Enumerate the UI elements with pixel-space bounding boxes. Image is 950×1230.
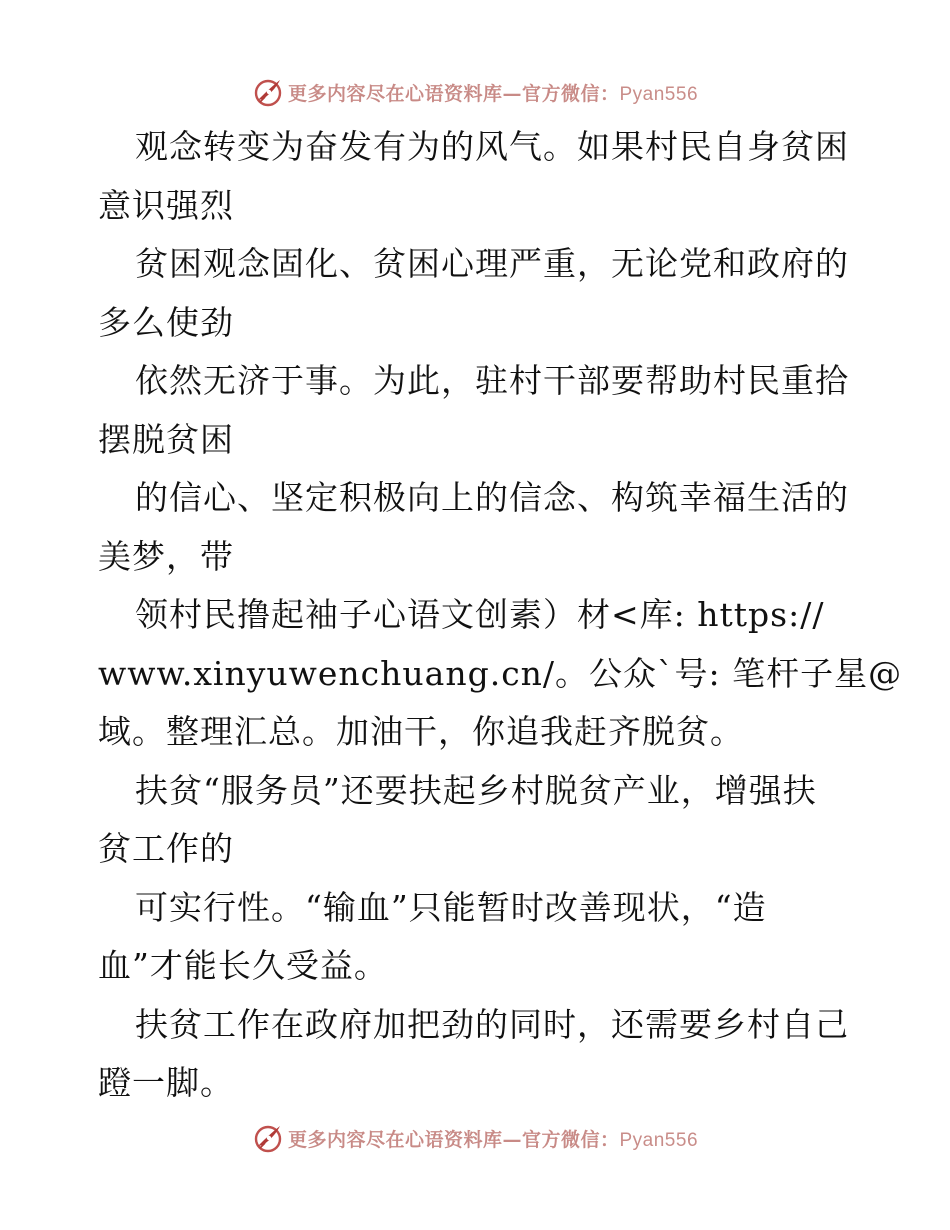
paragraph bbox=[98, 469, 858, 586]
text-line: 扶贫“服务员”还要扶起乡村脱贫产业，增强扶 bbox=[135, 770, 817, 810]
header-text bbox=[288, 79, 698, 106]
paragraph bbox=[98, 352, 858, 469]
text-line: 的信心、坚定积极向上的信念、构筑幸福生活的 bbox=[135, 478, 849, 517]
header-brand: 更多内容尽在心语资料库 bbox=[287, 82, 503, 105]
paragraph bbox=[98, 879, 858, 996]
footer-brand: 更多内容尽在心语资料库 bbox=[287, 1128, 503, 1151]
text-line: 领村民撸起袖子心语文创素）材<库: https:// bbox=[135, 595, 825, 634]
paragraph bbox=[98, 586, 903, 762]
paragraph bbox=[98, 118, 858, 235]
text-line: 美梦，带 bbox=[98, 536, 234, 576]
text-line: 摆脱贫困 bbox=[98, 419, 234, 459]
paragraph bbox=[98, 235, 858, 352]
footer-text bbox=[288, 1125, 698, 1152]
text-line: 域。整理汇总。加油干，你追我赶齐脱贫。 bbox=[98, 712, 744, 751]
footer-banner bbox=[0, 1118, 950, 1158]
quill-logo-icon bbox=[252, 1122, 284, 1154]
text-line: 意识强烈 bbox=[98, 185, 234, 225]
text-line: 扶贫工作在政府加把劲的同时，还需要乡村自己 bbox=[135, 1004, 849, 1044]
text-line: 多么使劲 bbox=[98, 302, 234, 342]
text-line: 血”才能长久受益。 bbox=[98, 946, 388, 985]
text-line: www.xinyuwenchuang.cn/。公众`号: 笔杆子星@ bbox=[98, 653, 903, 693]
text-line: 依然无济于事。为此，驻村干部要帮助村民重拾 bbox=[135, 361, 849, 400]
text-line: 贫工作的 bbox=[98, 829, 234, 868]
header-dash: — bbox=[502, 82, 522, 105]
header-wechat-label: 官方微信： bbox=[521, 82, 620, 105]
text-line: 贫困观念固化、贫困心理严重，无论党和政府的 bbox=[135, 244, 849, 283]
quill-logo-icon bbox=[252, 76, 284, 108]
header-wechat-id: Pyan556 bbox=[619, 83, 699, 105]
footer-wechat-label: 官方微信： bbox=[521, 1128, 620, 1151]
paragraph bbox=[98, 996, 858, 1113]
footer-wechat-id: Pyan556 bbox=[619, 1129, 699, 1151]
header-banner bbox=[0, 72, 950, 112]
document-body bbox=[98, 118, 903, 1113]
text-line: 观念转变为奋发有为的风气。如果村民自身贫困 bbox=[135, 127, 849, 166]
footer-dash: — bbox=[502, 1128, 522, 1151]
text-line: 可实行性。“输血”只能暂时改善现状，“造 bbox=[135, 887, 767, 927]
paragraph bbox=[98, 762, 858, 879]
text-line: 蹬一脚。 bbox=[98, 1063, 234, 1102]
